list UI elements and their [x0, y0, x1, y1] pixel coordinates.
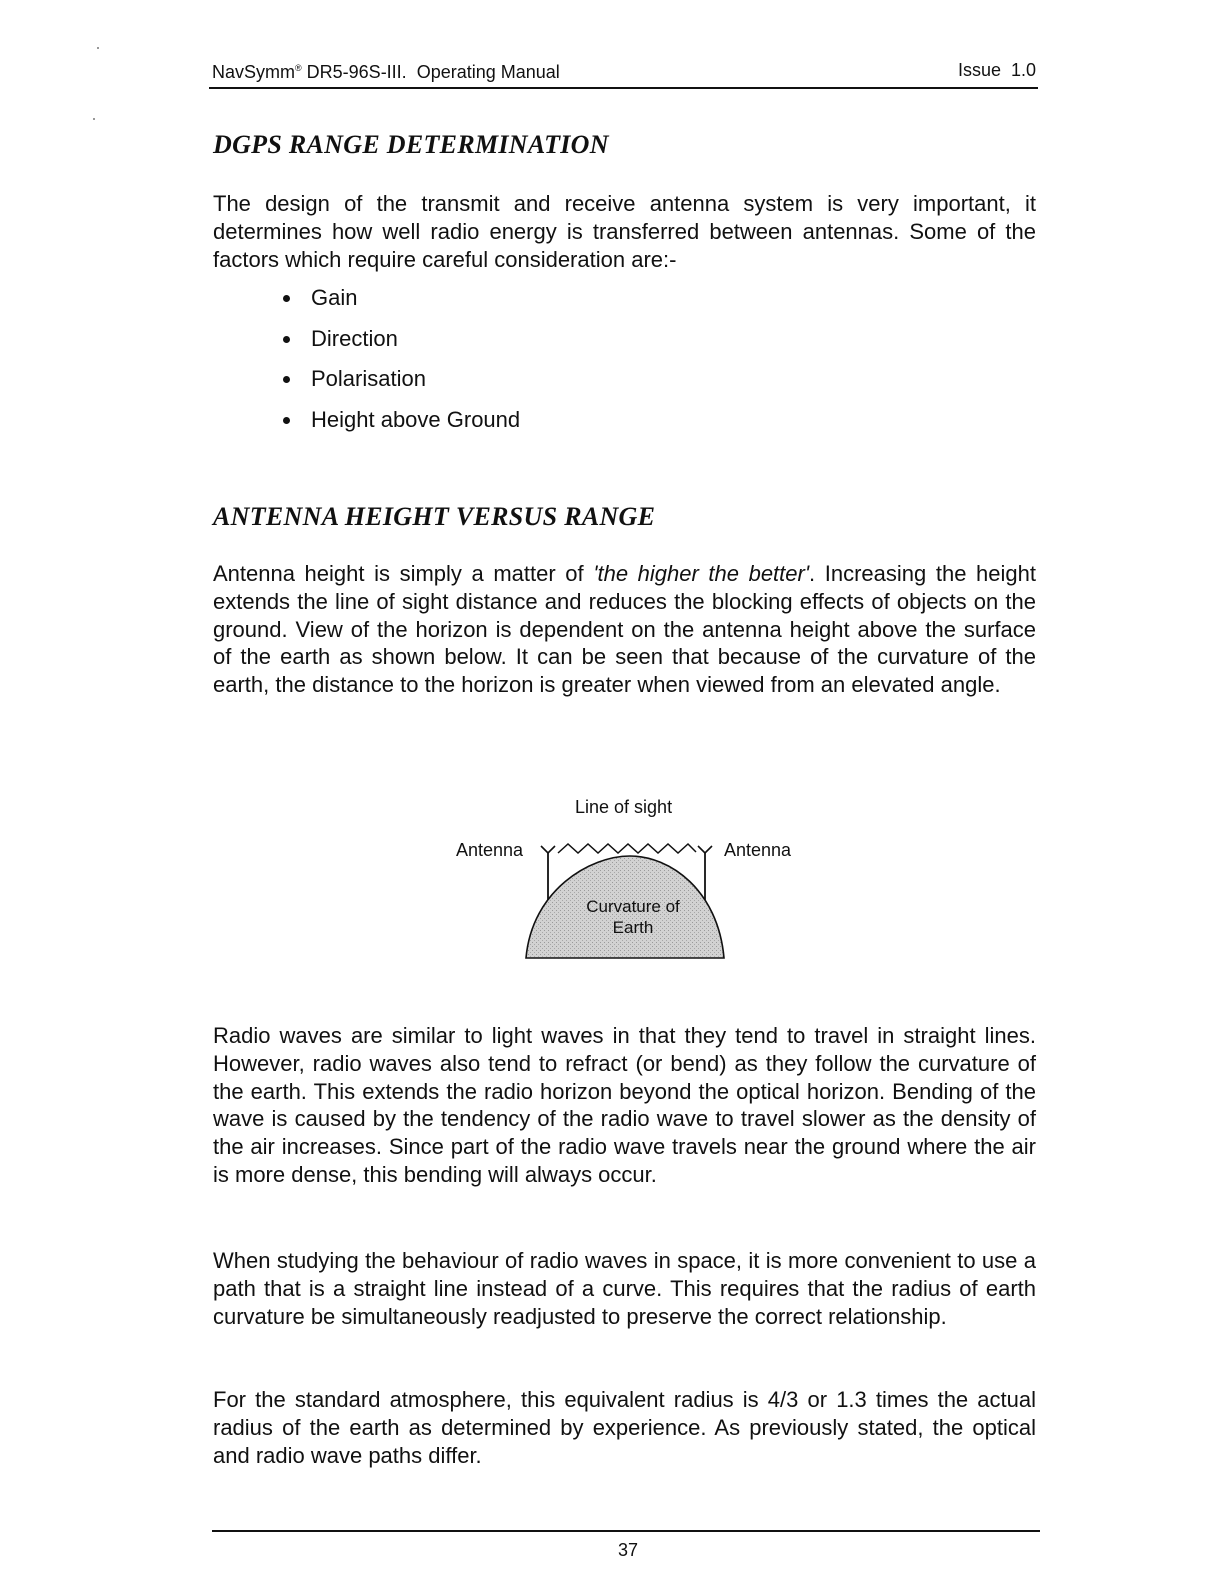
factors-list — [282, 284, 520, 446]
section-heading-antenna: ANTENNA HEIGHT VERSUS RANGE — [213, 502, 656, 531]
scan-speck — [93, 118, 95, 120]
list-item: Height above Ground — [282, 406, 520, 447]
radio-waves-paragraph: Radio waves are similar to light waves in that they tend to travel in straight lines. However, radio waves also tend to refract (or bend) as they follow the curvature of the earth. This extends the radio horizon beyond the optical horizon. Bending of the wave is caused by the tendency of the radio wave to travel slower as the density of the air increases. Since part of the radio wave travels near the ground where the air is more dense, this bending will always occur. — [213, 1023, 1036, 1187]
antenna-left-label: Antenna — [456, 840, 524, 860]
quote-emphasis: 'the higher the better' — [593, 561, 810, 586]
standard-atmosphere-paragraph: For the standard atmosphere, this equivalent radius is 4/3 or 1.3 times the actual radius of the earth as determined by experience. As previously stated, the optical and radio wave paths differ. — [213, 1387, 1036, 1468]
scan-speck — [97, 47, 99, 49]
bullet-dot-icon — [283, 376, 290, 383]
footer-rule — [212, 1530, 1040, 1532]
list-item: Polarisation — [282, 365, 520, 406]
line-of-sight-label: Line of sight — [575, 797, 673, 817]
dgps-intro-paragraph: The design of the transmit and receive antenna system is very important, it determines how well radio energy is transferred between antennas. Some of the factors which require careful consideration are:- — [213, 191, 1036, 272]
list-item: Direction — [282, 325, 520, 366]
antenna-height-paragraph: Antenna height is simply a matter of 'the higher the better'. Increasing the height extends the line of sight distance and reduces the blocking effects of objects on the ground. View of the horizon is dependent on the antenna height above the surface of the earth as shown below. It can be seen that because of the curvature of the earth, the distance to the horizon is greater when viewed from an elevated angle. — [213, 561, 1036, 698]
page-header — [212, 60, 1038, 88]
curvature-of-earth-label: Curvature of Earth — [586, 897, 680, 937]
list-item: Gain — [282, 284, 520, 325]
antenna-right-label: Antenna — [724, 840, 792, 860]
antenna-left-icon — [541, 846, 555, 853]
straight-path-paragraph: When studying the behaviour of radio waves in space, it is more convenient to use a path that is a straight line instead of a curve. This requires that the radius of earth curvature be simultaneously readjusted to preserve the correct relationship. — [213, 1248, 1036, 1329]
header-issue: Issue 1.0 — [957, 60, 1036, 80]
antenna-right-icon — [698, 846, 712, 853]
bullet-dot-icon — [283, 417, 290, 424]
page-number: 37 — [617, 1540, 639, 1560]
header-rule — [209, 87, 1038, 89]
section-heading-dgps: DGPS RANGE DETERMINATION — [213, 130, 609, 159]
header-title: NavSymm® DR5-96S-III. Operating Manual — [212, 62, 560, 82]
bullet-dot-icon — [283, 336, 290, 343]
registered-mark: ® — [295, 63, 302, 73]
line-of-sight-wave — [558, 844, 696, 853]
horizon-diagram — [440, 790, 820, 970]
bullet-dot-icon — [283, 295, 290, 302]
